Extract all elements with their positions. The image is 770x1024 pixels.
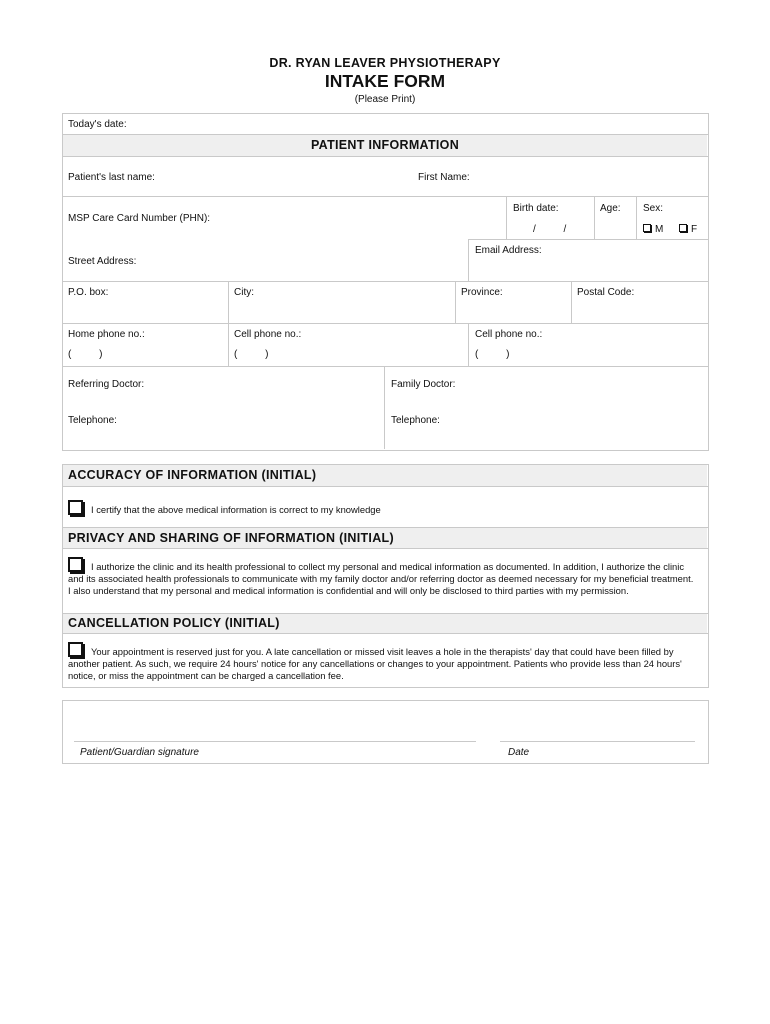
privacy-consent[interactable]	[68, 557, 698, 598]
sex-f-label: F	[691, 224, 698, 235]
email-field[interactable]: Email Address:	[475, 245, 542, 256]
sex-option-m[interactable]	[643, 224, 663, 235]
sex-option-f[interactable]	[679, 224, 697, 235]
sex-m-label: M	[655, 224, 664, 235]
province-field[interactable]: Province:	[461, 287, 503, 298]
checkbox-icon	[643, 224, 651, 232]
msp-field[interactable]: MSP Care Card Number (PHN):	[68, 213, 211, 224]
accuracy-text: I certify that the above medical information is correct to my knowledge	[91, 504, 381, 515]
form-title: INTAKE FORM	[324, 71, 446, 91]
family-doctor-field[interactable]: Family Doctor:	[391, 379, 456, 390]
signature-label: Patient/Guardian signature	[80, 747, 199, 758]
birth-date-separators: / /	[533, 224, 567, 235]
privacy-text: I authorize the clinic and its health professional to collect my personal and medical information as documented. In addition, I authorize the clinic and its associated health professionals to communicate with my family doctor and/or referring doctor as deemed necessary for my beneficial treatment. I also understand that my personal and medical information is confidential and will only be disclosed to third parties with my permission.	[68, 561, 694, 597]
home-phone-paren: ( )	[68, 349, 103, 360]
checkbox-icon	[679, 224, 687, 232]
checkbox-icon[interactable]	[68, 642, 83, 657]
postal-code-field[interactable]: Postal Code:	[577, 287, 635, 298]
cancellation-text: Your appointment is reserved just for you. A late cancellation or missed visit leaves a hole in the therapists' day that could have been filled by another patient. As such, we require 24 hours' notice for any cancellations or changes to your appointment. Patients who provide less than 24 hours' notice, or miss the appointment can be charged a cancellation fee.	[68, 646, 682, 682]
first-name-field[interactable]: First Name:	[418, 172, 470, 183]
po-box-field[interactable]: P.O. box:	[68, 287, 109, 298]
signature-line[interactable]	[74, 741, 476, 742]
age-field[interactable]: Age:	[600, 203, 621, 214]
cell-phone-field-2[interactable]: Cell phone no.:	[475, 329, 543, 340]
home-phone-field[interactable]: Home phone no.:	[68, 329, 145, 340]
cancellation-title: CANCELLATION POLICY (INITIAL)	[68, 616, 280, 630]
referring-doctor-field[interactable]: Referring Doctor:	[68, 379, 145, 390]
checkbox-icon[interactable]	[68, 500, 83, 515]
cancellation-consent[interactable]	[68, 642, 698, 683]
cell-phone-field-1[interactable]: Cell phone no.:	[234, 329, 302, 340]
todays-date-field[interactable]: Today's date:	[68, 119, 127, 130]
patient-info-box	[62, 113, 709, 451]
patient-info-title: PATIENT INFORMATION	[310, 138, 460, 152]
referring-telephone-field[interactable]: Telephone:	[68, 415, 117, 426]
checkbox-icon[interactable]	[68, 557, 83, 572]
street-address-field[interactable]: Street Address:	[68, 256, 137, 267]
city-field[interactable]: City:	[234, 287, 254, 298]
clinic-name: DR. RYAN LEAVER PHYSIOTHERAPY	[269, 56, 501, 70]
cell-phone-paren-1: ( )	[234, 349, 269, 360]
birth-date-field[interactable]: Birth date:	[513, 203, 559, 214]
last-name-field[interactable]: Patient's last name:	[68, 172, 155, 183]
date-label: Date	[508, 747, 530, 758]
cell-phone-paren-2: ( )	[475, 349, 510, 360]
sex-field: Sex:	[643, 203, 664, 214]
privacy-title: PRIVACY AND SHARING OF INFORMATION (INITIAL)	[68, 531, 394, 545]
accuracy-title: ACCURACY OF INFORMATION (INITIAL)	[68, 468, 317, 482]
form-subtitle: (Please Print)	[354, 94, 416, 105]
family-telephone-field[interactable]: Telephone:	[391, 415, 440, 426]
accuracy-consent[interactable]	[68, 500, 698, 516]
date-line[interactable]	[500, 741, 695, 742]
